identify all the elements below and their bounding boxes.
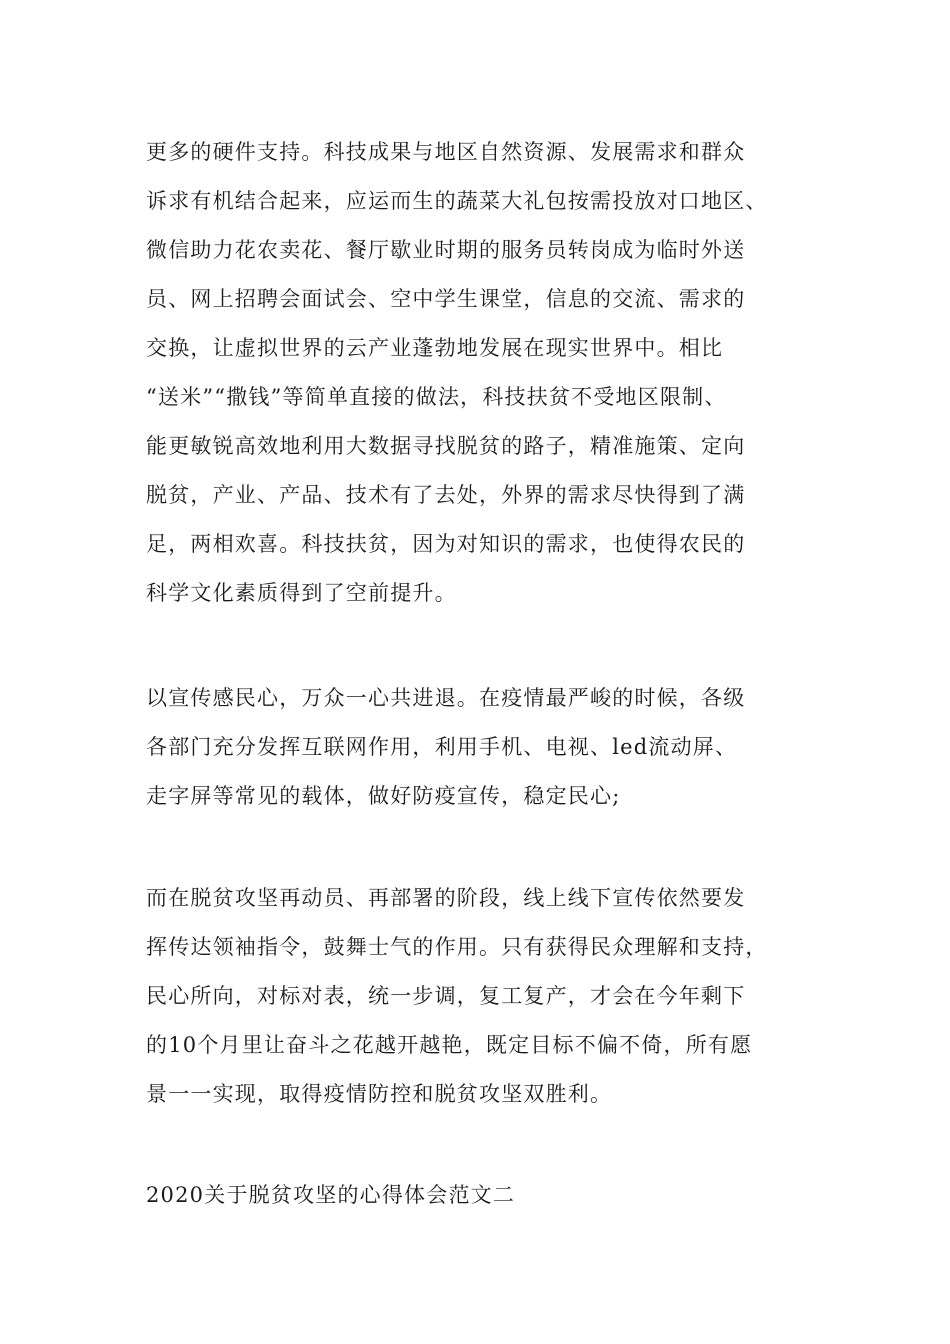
paragraph-line: 以宣传感民心，万众一心共进退。在疫情最严峻的时候，各级	[146, 686, 746, 710]
paragraph-line: 更多的硬件支持。科技成果与地区自然资源、发展需求和群众	[146, 140, 746, 164]
paragraph-line: 挥传达领袖指令，鼓舞士气的作用。只有获得民众理解和支持，	[146, 935, 768, 959]
paragraph-line: 员、网上招聘会面试会、空中学生课堂，信息的交流、需求的	[146, 287, 746, 311]
paragraph-line: 足，两相欢喜。科技扶贫，因为对知识的需求，也使得农民的	[146, 532, 746, 556]
paragraph-line: 微信助力花农卖花、餐厅歇业时期的服务员转岗成为临时外送	[146, 238, 746, 262]
paragraph-line: 的10个月里让奋斗之花越开越艳，既定目标不偏不倚，所有愿	[146, 1033, 753, 1057]
paragraph-line: 交换，让虚拟世界的云产业蓬勃地发展在现实世界中。相比	[146, 336, 724, 360]
paragraph-line: 诉求有机结合起来，应运而生的蔬菜大礼包按需投放对口地区、	[146, 189, 768, 213]
paragraph-line: 景一一实现，取得疫情防控和脱贫攻坚双胜利。	[146, 1082, 613, 1106]
paragraph-line: 能更敏锐高效地利用大数据寻找脱贫的路子，精准施策、定向	[146, 434, 746, 458]
paragraph-line: 脱贫，产业、产品、技术有了去处，外界的需求尽快得到了满	[146, 483, 746, 507]
paragraph-line: “送米”“撒钱”等简单直接的做法，科技扶贫不受地区限制、	[146, 385, 727, 409]
paragraph-line: 民心所向，对标对表，统一步调，复工复产，才会在今年剩下	[146, 984, 746, 1008]
paragraph-line: 科学文化素质得到了空前提升。	[146, 581, 457, 605]
paragraph-line: 而在脱贫攻坚再动员、再部署的阶段，线上线下宣传依然要发	[146, 886, 746, 910]
paragraph-line: 走字屏等常见的载体，做好防疫宣传，稳定民心;	[146, 784, 621, 808]
section-heading: 2020关于脱贫攻坚的心得体会范文二	[146, 1183, 516, 1207]
paragraph-line: 各部门充分发挥互联网作用，利用手机、电视、led流动屏、	[146, 735, 738, 759]
